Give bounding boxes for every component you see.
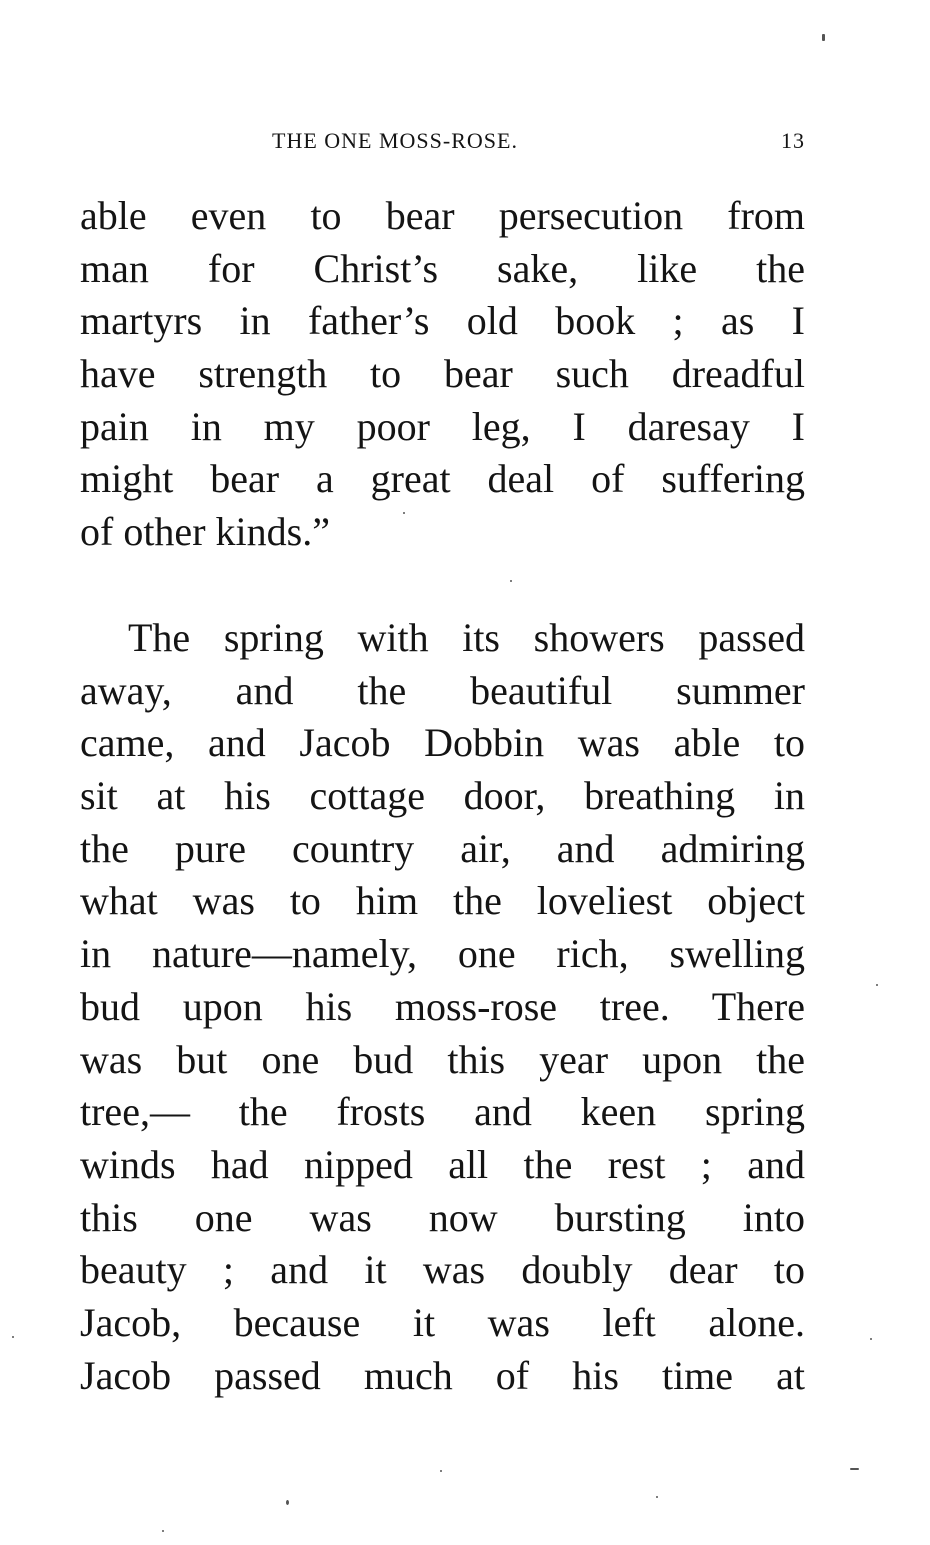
paragraph [80, 612, 805, 1402]
text-line: away, and the beautiful summer [80, 667, 805, 713]
text-line: winds had nipped all the rest ; and [80, 1141, 805, 1187]
text-line: able even to bear persecution from [80, 193, 805, 238]
text-line: beauty ; and it was doubly dear to [80, 1247, 805, 1293]
scan-speck [510, 580, 512, 582]
scan-speck [12, 1336, 14, 1338]
scan-speck [870, 1338, 872, 1340]
text-line: tree,— the frosts and keen spring [80, 1089, 805, 1135]
running-title: THE ONE MOSS-ROSE. [272, 128, 518, 153]
text-line: martyrs in father’s old book ; as I [80, 298, 805, 344]
text-line: bud upon his moss-rose tree. There [80, 983, 805, 1029]
text-line: Jacob, because it was left alone. [80, 1299, 805, 1345]
scan-speck [286, 1500, 289, 1505]
text-line: man for Christ’s sake, like the [80, 245, 805, 291]
text-line: what was to him the loveliest object [80, 878, 805, 924]
text-line: of other kinds.” [80, 509, 330, 555]
text-line: sit at his cottage door, breathing in [80, 773, 805, 819]
text-line: Jacob passed much of his time at [80, 1352, 805, 1398]
text-line: pain in my poor leg, I daresay I [80, 403, 805, 449]
text-line: have strength to bear such dreadful [80, 351, 805, 397]
text-line: the pure country air, and admiring [80, 825, 805, 871]
scan-speck [403, 512, 405, 514]
scan-speck [440, 1470, 442, 1472]
text-line: might bear a great deal of suffering [80, 456, 805, 502]
running-head [80, 128, 805, 164]
page-number: 13 [781, 128, 805, 153]
scan-speck [850, 1468, 859, 1470]
scan-speck [162, 1530, 164, 1532]
text-line: this one was now bursting into [80, 1194, 805, 1240]
scan-speck [822, 34, 825, 41]
text-line: The spring with its showers passed [128, 615, 805, 660]
scan-speck [656, 1496, 658, 1498]
text-line: in nature—namely, one rich, swelling [80, 931, 805, 977]
paragraph [80, 190, 805, 559]
scan-speck [876, 984, 878, 986]
text-line: came, and Jacob Dobbin was able to [80, 720, 805, 766]
text-line: was but one bud this year upon the [80, 1036, 805, 1082]
